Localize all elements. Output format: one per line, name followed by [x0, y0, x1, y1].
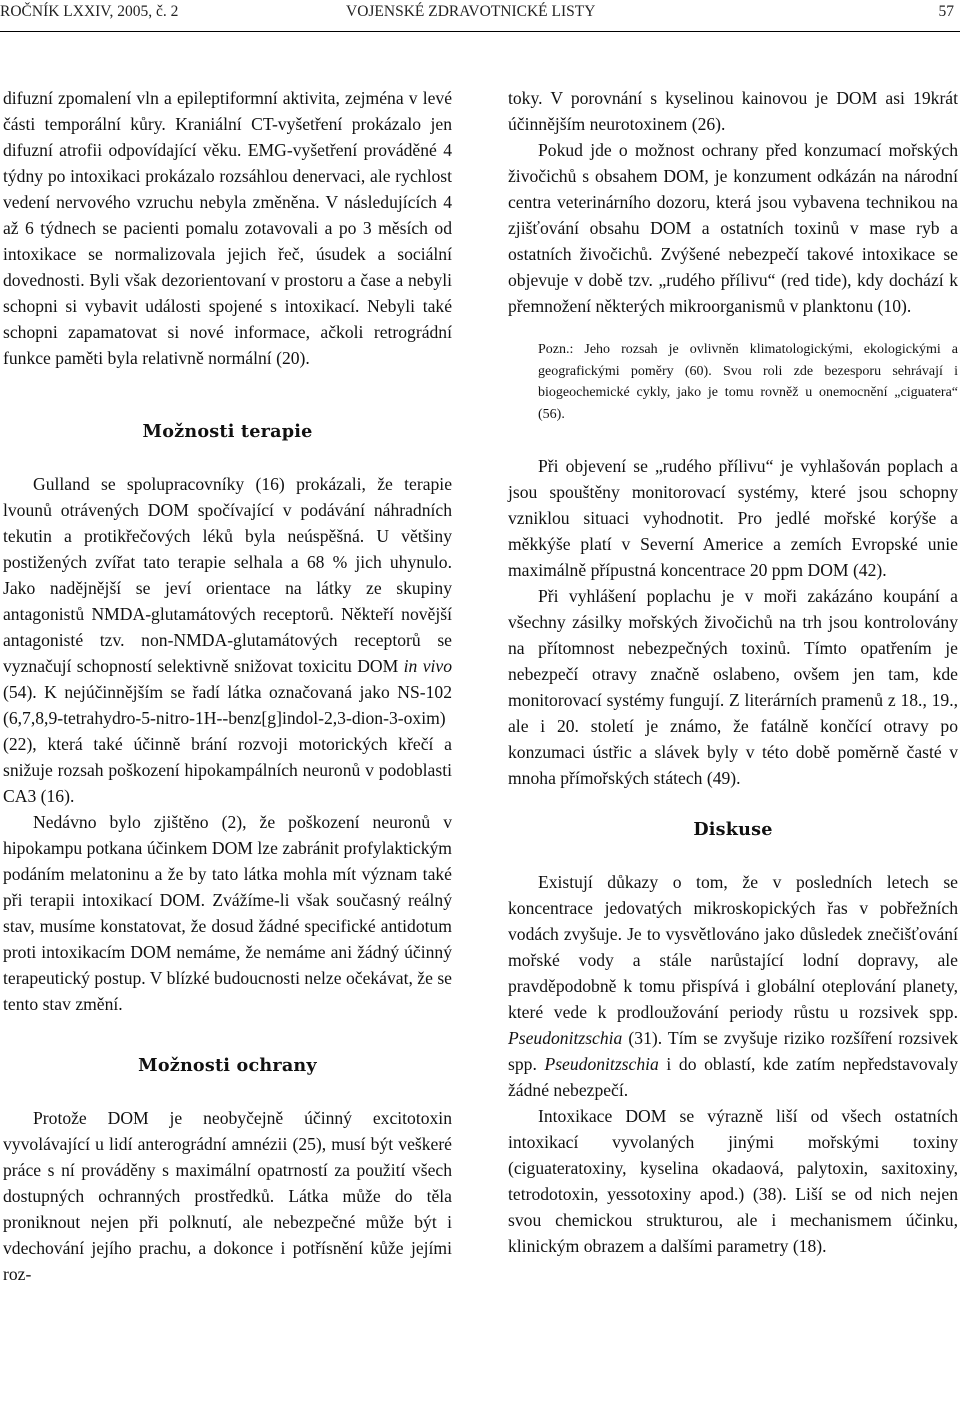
discussion-italic-1: Pseudonitzschia: [508, 1028, 623, 1048]
therapy-text-a: Gulland se spolupracovníky (16) prokázali, že terapie lvounů otrávených DOM spočívající v podávání náhradních tekutin a protikřečových léků byla neúspěšná. U většiny postižených zvířat tato terapie selhala a 68 % jich uhynulo. Jako nadějnější se jeví orientace na látky ze skupiny antagonistů NMDA-glutamátových receptorů. Někteří novější antagonisté tzv. non-NMDA-glutamátových receptorů se vyznačují schopností selektivně snižovat toxicitu DOM: [3, 474, 452, 676]
paragraph-patient-recovery: difuzní zpomalení vln a epileptiformní aktivita, zejména v levé části temporální kůry. Kraniální CT-vyšetření prokázalo jen difuzní atrofii odpovídající věku. EMG-vyšetření prováděné 4 týdny po intoxikaci prokázalo rozsáhlou denervaci, ale rychlost vedení nervového vzruchu nebyla změněna. V následujících 4 až 6 týdnech se pacienti pomalu zotavovali a po 3 měsích od intoxikace se normalizovala jejich řeč, úsudek a sociální dovednosti. Byli však dezorientovaní v prostoru a čase a nebyli schopni si vybavit události spojené s intoxikací. Nebyli také schopni zapamatovat si nové informace, ačkoli retrográdní funkce paměti byla relativně normální (20).: [3, 88, 452, 368]
footnote-text: Jeho rozsah je ovlivněn klimatologickými, ekologickými a geografickými poměry (60). Svou roli zde bezesporu sehrávají i biogeochemické cykly, jako je tomu rovněž u onemocnění „ciguatera“ (56).: [538, 342, 958, 422]
footnote-label: Pozn.:: [538, 342, 574, 357]
heading-discussion: Diskuse: [693, 819, 773, 840]
right-column: [508, 85, 958, 1259]
left-column: [3, 85, 452, 1287]
paragraph-protection: Protože DOM je neobyčejně účinný excitotoxin vyvolávající u lidí anterográdní amnézii (25), musí být veškeré práce s ní prováděny s maximální opatrností za použití všech dostupných ochranných prostředků. Látka může do těla proniknout nejen při polknutí, ale nebezpečné může být i vdechování jejího prachu, a dokonce i potřísnění kůže jejími roz-: [3, 1108, 452, 1284]
paragraph-therapy: [3, 471, 452, 809]
footnote: [508, 339, 958, 425]
discussion-text-b: (31). Tím se zvyšuje riziko rozšíření rozsivek spp.: [508, 1028, 958, 1074]
paragraph-comparison: toky. V porovnání s kyselinou kainovou je DOM asi 19krát účinnějším neurotoxinem (26).: [508, 88, 958, 134]
discussion-text-c: i do oblastí, kde zatím nepředstavovaly žádné nebezpečí.: [508, 1054, 958, 1100]
therapy-text-italic: in vivo: [403, 656, 452, 676]
header-rule: [0, 31, 960, 32]
paragraph-consumer-protection: Pokud jde o možnost ochrany před konzumací mořských živočichů s obsahem DOM, je konzument odkázán na národní centra veterinárního dozoru, která jsou vybavena technikou na zjišťování obsahu DOM a ostatních toxinů v mase ryb a ostatních živočichů. Zvýšené nebezpečí takové intoxikace se objevuje v době tzv. „rudého přílivu“ (red tide), kdy dochází k přemnožení některých mikroorganismů v planktonu (10).: [508, 140, 958, 316]
running-header: [0, 0, 960, 30]
heading-therapy: Možnosti terapie: [142, 421, 313, 442]
discussion-text-a: Existují důkazy o tom, že v posledních letech se koncentrace jedovatých mikroskopických řas v pobřežních vodách zvyšuje. Je to vysvětlováno jako důsledek znečišťování mořské vody a stále narůstající lodní dopravy, ale pravděpodobně k tomu přispívá i globální oteplování planety, které vede k prodloužování periody růstu u rozsivek spp.: [508, 872, 958, 1022]
journal-volume: ROČNÍK LXXIV, 2005, č. 2: [0, 3, 179, 20]
paragraph-discussion: [508, 869, 958, 1103]
therapy-text-b: (54). K nejúčinnějším se řadí látka označovaná jako NS-102 (6,7,8,9-tetrahydro-5-nitro-1H--benz[g]indol-2,3-dion-3-oxim) (22), která také účinně brání rozvoji motorických křečí a snižuje rozsah poškození hipokampálních neuronů v podoblasti CA3 (16).: [3, 682, 452, 806]
paragraph-melatonin: Nedávno bylo zjištěno (2), že poškození neuronů v hipokampu potkana účinkem DOM lze zabránit profylaktickým podáním melatoninu a že by tato látka mohla mít význam také při terapii intoxikací DOM. Zvážíme-li však současný reálný stav, musíme konstatovat, že dosud žádné specifické antidotum proti intoxikacím DOM nemáme, že nemáme ani žádný účinný terapeutický postup. V blízké budoucnosti nelze očekávat, že se tento stav změní.: [3, 812, 452, 1014]
paragraph-intoxication-difference: Intoxikace DOM se výrazně liší od všech ostatních intoxikací vyvolaných jinými mořskými toxiny (ciguateratoxiny, kyselina okadaová, palytoxin, saxitoxiny, tetrodotoxin, yessotoxiny apod.) (38). Liší se od nich nejen svou chemickou strukturou, ale i mechanismem účinku, klinickým obrazem a dalšími parametry (18).: [508, 1106, 958, 1256]
heading-protection: Možnosti ochrany: [138, 1055, 317, 1076]
page-number: 57: [938, 3, 954, 20]
journal-title: VOJENSKÉ ZDRAVOTNICKÉ LISTY: [346, 3, 596, 20]
paragraph-alarm: Při objevení se „rudého přílivu“ je vyhlašován poplach a jsou spouštěny monitorovací systémy, které jsou schopny vzniklou situaci vyhodnotit. Pro jedlé mořské korýše a měkkýše platí v Severní Americe a zemích Evropské unie maximálně přípustná koncentrace 20 ppm DOM (42).: [508, 456, 958, 580]
discussion-italic-2: Pseudonitzschia: [544, 1054, 659, 1074]
paragraph-swimming-ban: Při vyhlášení poplachu je v moři zakázáno koupání a všechny zásilky mořských živočichů na trh jsou kontrolovány na přítomnost nebezpečných toxinů. Tímto opatřením je nebezpečí otravy značně oslabeno, ovšem jen tam, kde monitorovací systémy fungují. Z literárních pramenů z 18., 19., ale i 20. století je známo, že fatálně končící otravy po konzumaci ústřic a slávek byly v této době poměrně časté v mnoha přímořských státech (49).: [508, 586, 958, 788]
